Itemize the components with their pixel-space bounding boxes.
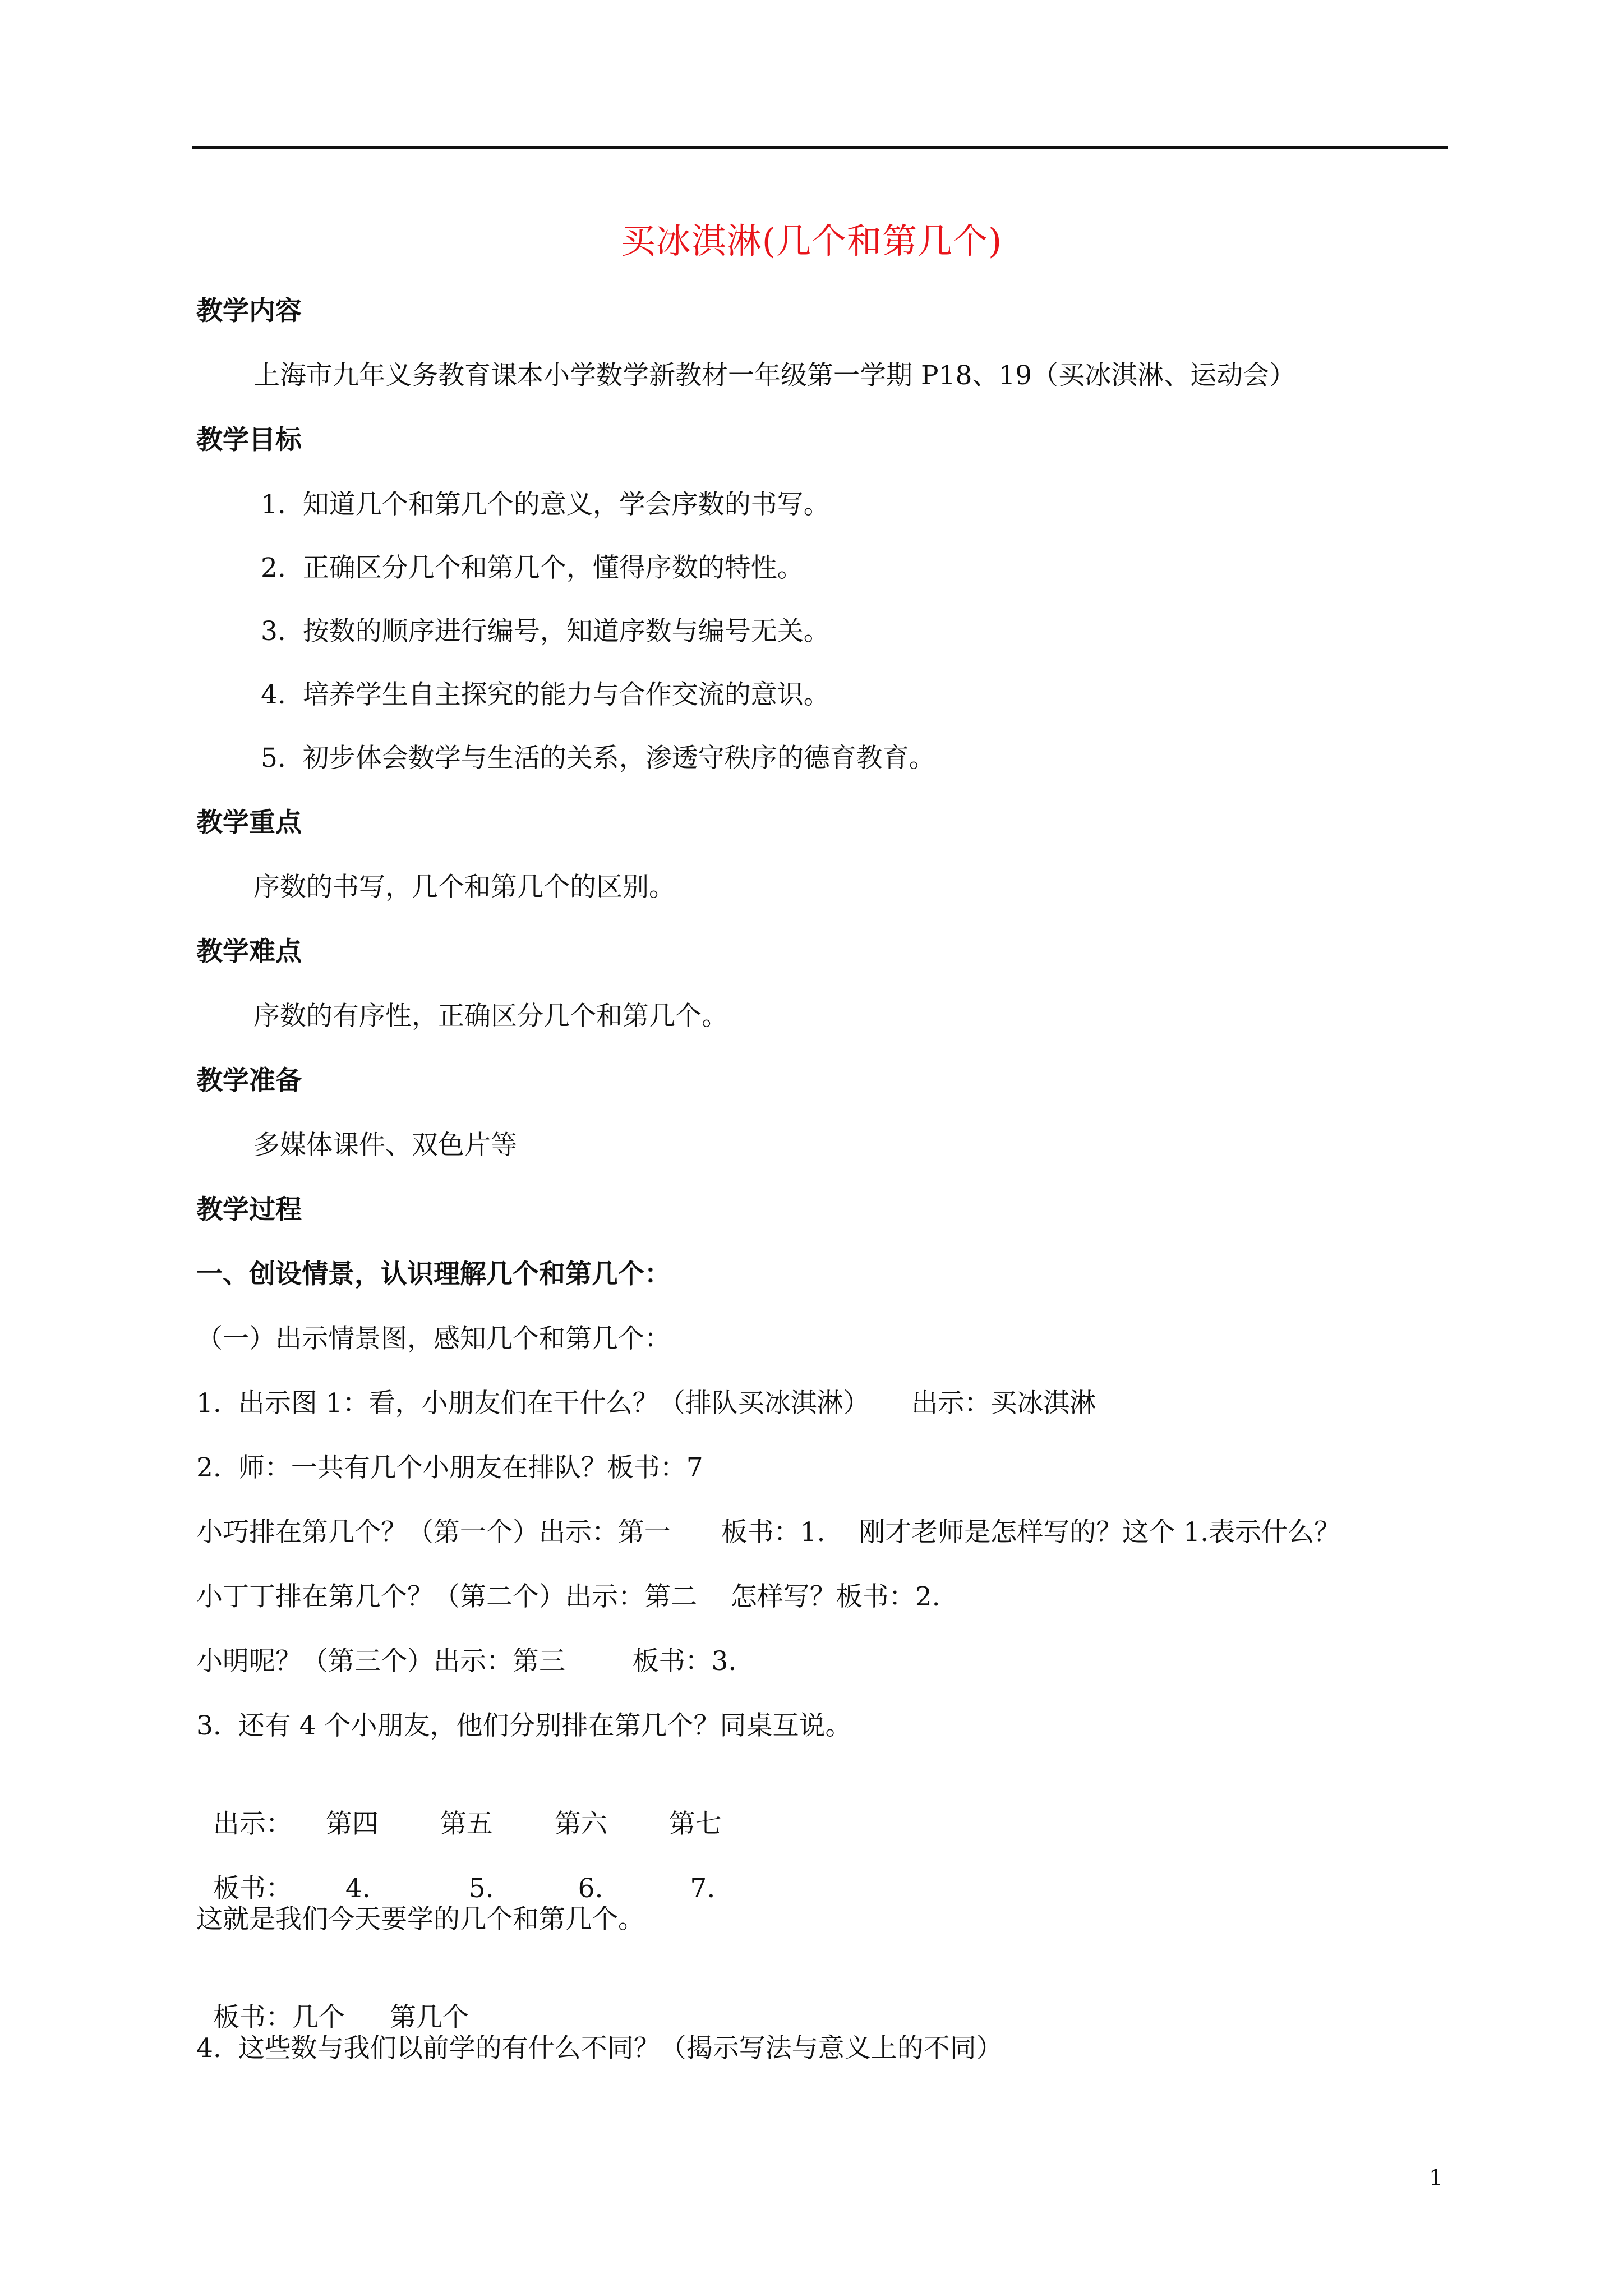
heading-process: 教学过程 <box>196 1194 302 1225</box>
heading-key-points: 教学重点 <box>196 807 302 838</box>
section-1-heading: 一、创设情景，认识理解几个和第几个： <box>196 1259 671 1290</box>
goal-item: 5. 初步体会数学与生活的关系，渗透守秩序的德育教育。 <box>261 743 935 774</box>
board-item: 6. <box>578 1873 603 1904</box>
preparation-text: 多媒体课件、双色片等 <box>253 1130 517 1161</box>
show-item: 第四 <box>325 1809 379 1839</box>
goal-item: 2. 正确区分几个和第几个，懂得序数的特性。 <box>261 553 804 583</box>
show-item: 第六 <box>554 1809 607 1839</box>
board-item: 几个 <box>292 2002 345 2033</box>
key-points-text: 序数的书写，几个和第几个的区别。 <box>253 872 675 903</box>
board-item: 7. <box>690 1873 716 1904</box>
dialogue-xiaoming: 小明呢？（第三个）出示：第三 板书：3. <box>196 1646 737 1677</box>
subsection-1-heading: （一）出示情景图，感知几个和第几个： <box>196 1323 671 1354</box>
process-step-2: 2. 师：一共有几个小朋友在排队？板书：7 <box>196 1452 703 1483</box>
heading-difficulties: 教学难点 <box>196 936 302 967</box>
difficulties-text: 序数的有序性，正确区分几个和第几个。 <box>253 1001 728 1032</box>
board-row <box>196 1838 715 1906</box>
board-item: 第几个 <box>389 2002 469 2033</box>
heading-content: 教学内容 <box>196 296 302 326</box>
show-label: 出示： <box>213 1809 292 1839</box>
board-label: 板书： <box>213 1873 292 1904</box>
header-rule <box>192 146 1448 149</box>
board-label: 板书： <box>213 2002 292 2033</box>
show-row <box>196 1774 722 1841</box>
heading-goals: 教学目标 <box>196 425 302 455</box>
process-step-3: 3. 还有 4 个小朋友，他们分别排在第几个？同桌互说。 <box>196 1710 852 1741</box>
dialogue-xiaoqiao: 小巧排在第几个？（第一个）出示：第一 板书：1. 刚才老师是怎样写的？这个 1.表示什么？ <box>196 1517 1341 1548</box>
page-number: 1 <box>1429 2165 1444 2191</box>
show-item: 第五 <box>440 1809 493 1839</box>
heading-preparation: 教学准备 <box>196 1065 302 1096</box>
board-row-2 <box>196 1967 469 2035</box>
summary-text: 这就是我们今天要学的几个和第几个。 <box>196 1904 644 1935</box>
dialogue-xiaodingding: 小丁丁排在第几个？（第二个）出示：第二 怎样写？板书：2. <box>196 1581 940 1612</box>
process-step-4: 4. 这些数与我们以前学的有什么不同？（揭示写法与意义上的不同） <box>196 2033 1003 2064</box>
goal-item: 3. 按数的顺序进行编号，知道序数与编号无关。 <box>261 616 830 647</box>
board-item: 4. <box>345 1873 371 1904</box>
show-item: 第七 <box>668 1809 722 1839</box>
process-step-1: 1. 出示图 1：看，小朋友们在干什么？（排队买冰淇淋） 出示：买冰淇淋 <box>196 1388 1096 1419</box>
goal-item: 1. 知道几个和第几个的意义，学会序数的书写。 <box>261 489 830 520</box>
goal-item: 4. 培养学生自主探究的能力与合作交流的意识。 <box>261 679 830 710</box>
content-text: 上海市九年义务教育课本小学数学新教材一年级第一学期 P18、19（买冰淇淋、运动会） <box>253 360 1296 391</box>
board-item: 5. <box>468 1873 494 1904</box>
document-title: 买冰淇淋(几个和第几个) <box>620 220 1003 261</box>
